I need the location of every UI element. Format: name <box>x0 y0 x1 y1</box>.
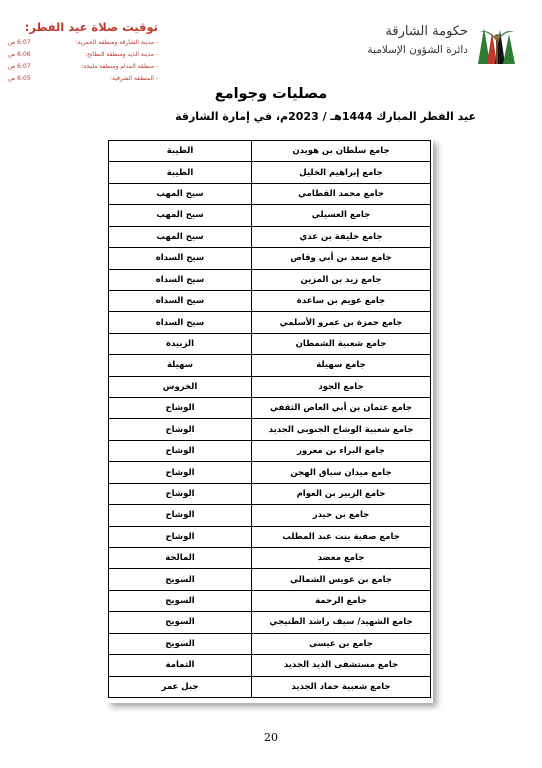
prayer-time-value: 6:06 ص <box>8 51 31 58</box>
mosque-name-cell: جامع سهيلة <box>252 355 431 376</box>
page-title: مصليات وجوامع <box>214 86 328 102</box>
eid-prayer-times-list <box>8 37 158 85</box>
mosque-name-cell: جامع محمد القطامي <box>252 183 431 204</box>
mosque-name-cell: جامع معضد <box>252 548 431 569</box>
table-row <box>109 526 431 547</box>
prayer-time-value: 6:07 ص <box>8 39 31 46</box>
mosque-area-cell: المالحة <box>109 548 252 569</box>
mosque-area-cell: الوشاح <box>109 462 252 483</box>
table-row <box>109 141 431 162</box>
table-row <box>109 162 431 183</box>
mosque-name-cell: جامع خليفة بن عدي <box>252 226 431 247</box>
table-row <box>109 248 431 269</box>
prayer-time-value: 6:05 ص <box>8 75 31 82</box>
table-row <box>109 269 431 290</box>
table-row <box>109 483 431 504</box>
prayer-time-location: - المنطقة الشرقية: <box>109 75 158 82</box>
mosque-name-cell: جامع الجود <box>252 376 431 397</box>
mosque-area-cell: سيح المهب <box>109 205 252 226</box>
mosque-name-cell: جامع زيد بن المزين <box>252 269 431 290</box>
mosque-name-cell: جامع إبراهيم الخليل <box>252 162 431 183</box>
mosque-name-cell: جامع حمزة بن عمرو الأسلمي <box>252 312 431 333</box>
mosque-area-cell: الوشاح <box>109 419 252 440</box>
mosque-area-cell: سيح المهب <box>109 183 252 204</box>
mosque-area-cell: السويح <box>109 569 252 590</box>
palm-flag-emblem-icon <box>474 18 520 66</box>
mosque-name-cell: جامع بن عيسى <box>252 633 431 654</box>
mosque-area-cell: الوشاح <box>109 398 252 419</box>
sharjah-islamic-affairs-logo <box>320 18 520 68</box>
mosque-area-cell: الوشاح <box>109 483 252 504</box>
mosque-name-cell: جامع الزبير بن العوام <box>252 483 431 504</box>
prayer-time-location: - منطقة المدام ومنطقة مليحة: <box>81 63 158 70</box>
table-row <box>109 419 431 440</box>
mosques-table <box>108 140 431 698</box>
mosque-area-cell: الزبيدة <box>109 333 252 354</box>
mosque-area-cell: سيح السداه <box>109 248 252 269</box>
table-row <box>109 462 431 483</box>
mosque-area-cell: الطيبة <box>109 162 252 183</box>
eid-prayer-times <box>8 20 158 85</box>
mosque-area-cell: السويح <box>109 590 252 611</box>
eid-prayer-times-title: توقيت صلاة عيد الفطر: <box>24 20 158 34</box>
mosque-area-cell: الخروس <box>109 376 252 397</box>
mosque-name-cell: جامع عويم بن ساعدة <box>252 290 431 311</box>
mosque-name-cell: جامع سعد بن أبي وقاص <box>252 248 431 269</box>
org-name-line1: حكومة الشارقة <box>385 24 468 39</box>
mosque-name-cell: جامع ميدان سباق الهجن <box>252 462 431 483</box>
page-subtitle: عيد الفطر المبارك 1444هـ / 2023م، في إمارة الشارقة <box>175 110 476 123</box>
mosque-area-cell: الثمامة <box>109 655 252 676</box>
table-row <box>109 548 431 569</box>
page-number: 20 <box>264 731 278 744</box>
table-row <box>109 676 431 697</box>
mosque-area-cell: الطيبة <box>109 141 252 162</box>
mosque-name-cell: جامع بن عويس الشمالي <box>252 569 431 590</box>
prayer-time-row <box>8 73 158 85</box>
mosque-name-cell: جامع شعبية الوشاح الجنوبي الجديد <box>252 419 431 440</box>
table-row <box>109 655 431 676</box>
mosque-name-cell: جامع شعبية الشمطان <box>252 333 431 354</box>
mosque-area-cell: سهيلة <box>109 355 252 376</box>
mosque-name-cell: جامع الرحمة <box>252 590 431 611</box>
mosque-name-cell: جامع شعبية حماد الجديد <box>252 676 431 697</box>
mosque-area-cell: سيح السداه <box>109 312 252 333</box>
mosque-name-cell: جامع سلطان بن هويدن <box>252 141 431 162</box>
prayer-time-value: 6:07 ص <box>8 63 31 70</box>
mosque-area-cell: الوشاح <box>109 505 252 526</box>
prayer-time-row <box>8 49 158 61</box>
mosque-name-cell: جامع مستشفى الذيد الجديد <box>252 655 431 676</box>
prayer-time-row <box>8 37 158 49</box>
mosque-area-cell: الوشاح <box>109 526 252 547</box>
table-row <box>109 183 431 204</box>
table-row <box>109 590 431 611</box>
mosque-area-cell: سيح السداه <box>109 290 252 311</box>
org-name-line2: دائرة الشؤون الإسلامية <box>367 44 468 56</box>
table-row <box>109 569 431 590</box>
mosque-name-cell: جامع بن حيدر <box>252 505 431 526</box>
prayer-time-location: - مدينة الشارقة ومنطقة الحمرية: <box>75 39 158 46</box>
mosque-name-cell: جامع عثمان بن أبي العاص الثقفي <box>252 398 431 419</box>
table-row <box>109 333 431 354</box>
mosque-area-cell: السويح <box>109 633 252 654</box>
mosque-name-cell: جامع الشهيد/ سيف راشد الطنيجي <box>252 612 431 633</box>
table-row <box>109 226 431 247</box>
table-row <box>109 633 431 654</box>
table-row <box>109 290 431 311</box>
mosques-table-frame <box>107 139 433 703</box>
table-row <box>109 612 431 633</box>
mosque-name-cell: جامع البراء بن معرور <box>252 440 431 461</box>
mosque-area-cell: الوشاح <box>109 440 252 461</box>
mosque-area-cell: سيح المهب <box>109 226 252 247</box>
mosque-area-cell: جبل عمر <box>109 676 252 697</box>
table-row <box>109 205 431 226</box>
mosque-name-cell: جامع صفية بنت عبد المطلب <box>252 526 431 547</box>
mosque-name-cell: جامع العسيلي <box>252 205 431 226</box>
table-row <box>109 440 431 461</box>
mosque-area-cell: سيح السداه <box>109 269 252 290</box>
table-row <box>109 312 431 333</box>
table-row <box>109 376 431 397</box>
table-row <box>109 398 431 419</box>
mosque-area-cell: السويح <box>109 612 252 633</box>
prayer-time-location: - مدينة الذيد ومنطقة البطائح: <box>84 51 158 58</box>
prayer-time-row <box>8 61 158 73</box>
table-row <box>109 355 431 376</box>
table-row <box>109 505 431 526</box>
